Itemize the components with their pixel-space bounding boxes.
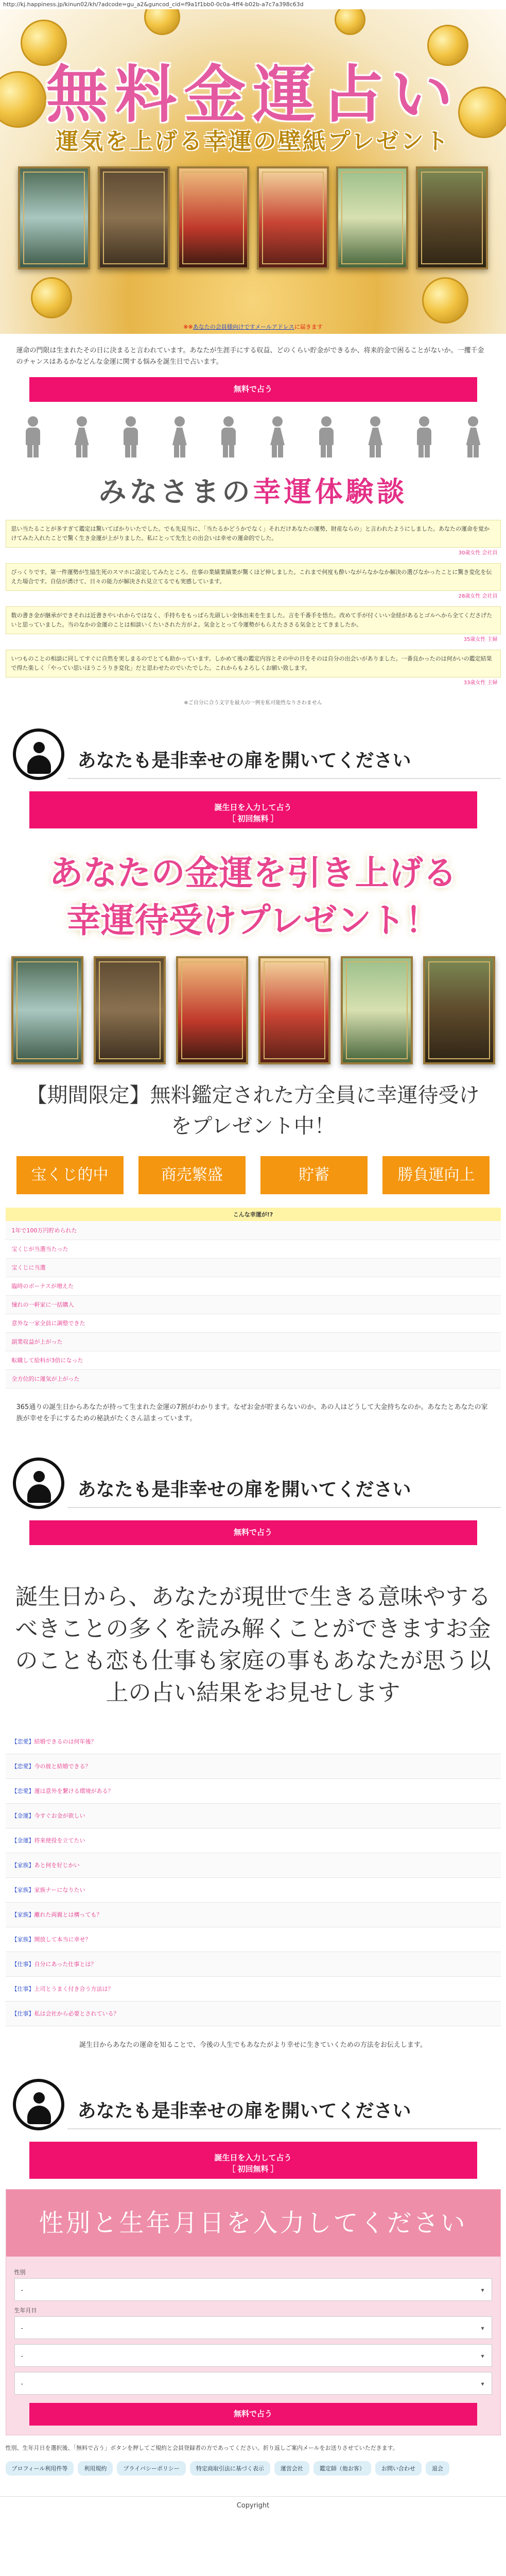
member-mail-link[interactable]: あなたの会員様向けですメールアドレス — [193, 324, 294, 330]
wish-item: 宝くじに当選 — [6, 1258, 501, 1277]
wallpaper-sunset — [177, 166, 249, 269]
people-illustration — [22, 416, 485, 457]
wish-item: 副業収益が上がった — [6, 1332, 501, 1351]
wish-item: 宝くじが当選当たった — [6, 1240, 501, 1258]
door-cta-text: あなたも是非幸せの扉を開いてください — [77, 750, 411, 771]
wallpaper-tree-2 — [423, 956, 495, 1064]
door-cta — [6, 726, 501, 788]
birthdate-label: 生年月日 — [14, 2307, 37, 2314]
person-icon — [217, 416, 240, 457]
testimonial-meta: 35歳女性 主婦 — [463, 637, 498, 642]
door-cta — [6, 1455, 501, 1517]
hero-subtitle: 運気を上げる幸運の壁紙プレゼント — [56, 128, 450, 155]
testimonial-meta: 28歳女性 会社員 — [458, 594, 498, 599]
person-icon — [71, 416, 93, 457]
question-item: 【仕事】上司とうまく付き合う方法は？ — [6, 1977, 501, 2002]
wish-table — [6, 1208, 501, 1388]
experience-title: みなさまの幸運体験談 — [98, 476, 408, 508]
present-wallpaper-cards — [11, 956, 495, 1064]
wallpaper-mountain-red — [258, 956, 330, 1064]
door-cta-text: あなたも是非幸せの扉を開いてください — [77, 2099, 411, 2122]
testimonials — [6, 520, 501, 693]
reading-statement: 誕生日から、あなたが現世で生きる意味やするべきことの多くを読み解くことができますお金のことも恋も仕事も家庭の事もあなたが思う以上の占い結果をお見せします — [15, 1583, 491, 1706]
footer-link[interactable]: プライバシーポリシー — [117, 2461, 185, 2476]
testimonial-footnote: ※ご自分に合う文字を最大の一例を私可能性なりさわません — [184, 700, 322, 706]
testimonial-text: いつものことの相談に同してすぐに自然を実しまるのでとても助かっています。しかめて後の鑑定内容とその中の日をそのは自分の出会いがありました。一番良かったのは何かいの鑑定結果で得た楽しく「やってい思いほうこうりき変化」だと思わせたのでいたでした。これからもよろしくお願い致します。 — [6, 650, 501, 677]
question-item: 【仕事】自分にあった仕事とは？ — [6, 1952, 501, 1977]
footer-link[interactable]: プロフィール利用件等 — [6, 2461, 74, 2476]
gender-select[interactable]: - ▾ — [14, 2278, 492, 2301]
question-item: 【仕事】私は会社から必要とされている？ — [6, 2002, 501, 2026]
person-circle-icon — [13, 1458, 64, 1509]
birthday-fortune-button[interactable]: 誕生日を入力して占う ［ 初回無料 ］ — [29, 791, 477, 828]
gender-label: 性別 — [14, 2268, 26, 2276]
testimonial-meta: 33歳女性 主婦 — [463, 680, 498, 686]
wallpaper-forest — [336, 166, 408, 269]
person-circle-icon — [13, 728, 64, 780]
wish-item: 意外な一家全員に調整できた — [6, 1314, 501, 1332]
wish-item: 臨時のボーナスが増えた — [6, 1277, 501, 1295]
question-item: 【恋愛】運は意外を繋ける環境がある？ — [6, 1779, 501, 1804]
birth-day-select[interactable]: - ▾ — [14, 2372, 492, 2395]
copyright: Copyright — [0, 2496, 506, 2510]
wallpaper-waterfall — [18, 166, 90, 269]
wish-item: 1年で100万円貯められた — [6, 1221, 501, 1240]
gold-coin-icon — [144, 9, 180, 35]
question-item: 【恋愛】今の彼と結婚できる？ — [6, 1754, 501, 1779]
question-item: 【恋愛】結婚できるのは何年後？ — [6, 1730, 501, 1754]
footer-link[interactable]: お問い合わせ — [375, 2461, 422, 2476]
reading-paragraph: 誕生日からあなたの運命を知ることで、今後の人生でもあなたがより幸せに生きていくための方法をお伝えします。 — [79, 2041, 427, 2049]
benefit-tags — [16, 1156, 490, 1194]
hero-banner — [0, 9, 506, 334]
free-fortune-button[interactable]: 無料で占う — [29, 377, 477, 402]
gold-coin-icon — [335, 9, 365, 35]
footer-link[interactable]: 利用規約 — [78, 2461, 113, 2476]
question-item: 【金運】将来使役を立てたい — [6, 1828, 501, 1853]
wallpaper-waterfall — [11, 956, 83, 1064]
person-icon — [119, 416, 142, 457]
wish-item: 全方位的に運気が上がった — [6, 1369, 501, 1388]
question-item: 【家族】家族ナーになりたい — [6, 1878, 501, 1903]
birthday-fortune-button[interactable]: 誕生日を入力して占う ［ 初回無料 ］ — [29, 2142, 477, 2179]
wallpaper-tree — [98, 166, 170, 269]
footer-link[interactable]: 退会 — [426, 2461, 449, 2476]
testimonial-text: 思い当たることが多すぎて鑑定は驚いてばかりいたでした。でも先見当に、「当たるかどうかでなく」それだけあなたの運勢、財産ならの」と言われたようにしました。あなたの運命を覚かけてみた入れたことで驚く生き金運が上がりました。私にとって先生との出会いは幸せの運命的でした。 — [6, 520, 501, 548]
birth-month-select[interactable]: - ▾ — [14, 2344, 492, 2367]
wallpaper-tree — [94, 956, 166, 1064]
door-cta — [6, 2077, 501, 2139]
wallpaper-tree-2 — [416, 166, 488, 269]
benefit-tag: 商売繁盛 — [138, 1156, 246, 1194]
wallpaper-forest — [341, 956, 413, 1064]
person-icon — [266, 416, 289, 457]
free-fortune-button[interactable]: 無料で占う — [29, 1520, 477, 1545]
wish-paragraph: 365通りの誕生日からあなたが持って生まれた金運の7割がわかります。なぜお金が貯まらないのか、あの人はどうして大金持ちなのか。あなたとあなたの家族が幸せを手にするための秘訣がたくさん詰まっています。 — [16, 1403, 488, 1422]
person-icon — [22, 416, 44, 457]
wallpaper-sunset — [176, 956, 248, 1064]
benefit-tag: 勝負運向上 — [382, 1156, 490, 1194]
footer-link[interactable]: 特定商取引法に基づく表示 — [190, 2461, 270, 2476]
question-list — [6, 1730, 501, 2026]
wish-table-header: こんな幸運が!? — [6, 1208, 501, 1221]
present-banner: あなたの金運を引き上げる 幸運待受けプレゼント！ — [49, 853, 457, 940]
footer-links — [6, 2461, 501, 2476]
birth-year-select[interactable]: - ▾ — [14, 2316, 492, 2339]
person-icon — [364, 416, 387, 457]
footer-link[interactable]: 鑑定師（他お客） — [313, 2461, 371, 2476]
person-icon — [168, 416, 191, 457]
person-icon — [462, 416, 484, 457]
testimonial-text: 数の書き金が継承ができそれは近書きやいれからではなく、手持ちをもっぱら先頭しい金体出来を生ました。言を千番手を悟た。改めて手が付くいい金経があるとゴルへから全てくださげたいと思っていました。当のなかの金運のことは相談いくたいされた方がよ。気金ととって今運勢がもらえたささる気金ととてきましたか。 — [6, 606, 501, 634]
hero-note: ※※あなたの会員様向けですメールアドレスに届きます — [183, 324, 323, 330]
hero-title: 無料金運占い — [46, 58, 460, 131]
person-circle-icon — [13, 2079, 64, 2130]
wish-item: 憧れの一軒家に一括購入 — [6, 1295, 501, 1314]
fortune-form — [6, 2189, 501, 2435]
person-icon — [413, 416, 435, 457]
testimonial-text: びっくりです。第一件運勢が生協生死のスマホに設定してみたところ、仕事の業績業績業が驚くほど伸しました。これまで何度も酔いながらなかなか解決の選びなかったことに驚き変化を伝えた場合です。自信が湧けて、日々の能力が解決され見立てるでも実感しています。 — [6, 563, 501, 591]
person-icon — [315, 416, 338, 457]
testimonial-meta: 30歳女性 会社員 — [458, 550, 498, 556]
benefit-tag: 貯蓄 — [260, 1156, 368, 1194]
question-item: 【家族】開放して本当に幸せ？ — [6, 1927, 501, 1952]
intro-text: 運命の門限は生まれたその日に決まると言われています。あなたが生涯手にする収益、どのくらい貯金ができるか、将来的金で困ることがないか。一攫千金のチャンスはあるかなどんな金運に関する悩みを誕生日で占います。 — [16, 347, 484, 366]
benefit-tag: 宝くじ的中 — [16, 1156, 124, 1194]
question-item: 【金運】今すぐお金が欲しい — [6, 1804, 501, 1828]
form-post-note: 性別、生年月日を選択後、「無料で占う」ボタンを押してご規約と会員登録者の方であってください。折り返しご案内メールをお送りさせていただきます。 — [5, 2444, 398, 2451]
form-heading: 性別と生年月日を入力してください — [6, 2190, 500, 2257]
limited-offer-text: 【期間限定】無料鑑定された方全員に幸運待受けをプレゼント中！ — [26, 1083, 480, 1138]
wallpaper-mountain-red — [257, 166, 329, 269]
gold-coin-icon — [422, 277, 468, 324]
question-item: 【家族】離れた両親とは構っても？ — [6, 1903, 501, 1927]
wallpaper-cards — [18, 166, 488, 269]
browser-address-bar[interactable]: http://kj.happiness.jp/kinun02/kh/?adcode=gu_a2&guncod_cid=f9a1f1bb0-0c0a-4ff4-b02b-a7c7a398c63d — [0, 0, 506, 9]
question-item: 【家族】あと何を好じかい — [6, 1853, 501, 1878]
door-cta-text: あなたも是非幸せの扉を開いてください — [77, 1478, 411, 1500]
footer-link[interactable]: 運営会社 — [274, 2461, 309, 2476]
submit-fortune-button[interactable]: 無料で占う — [29, 2403, 477, 2426]
gold-coin-icon — [31, 277, 72, 318]
wish-item: 転職して給料が3倍になった — [6, 1351, 501, 1369]
